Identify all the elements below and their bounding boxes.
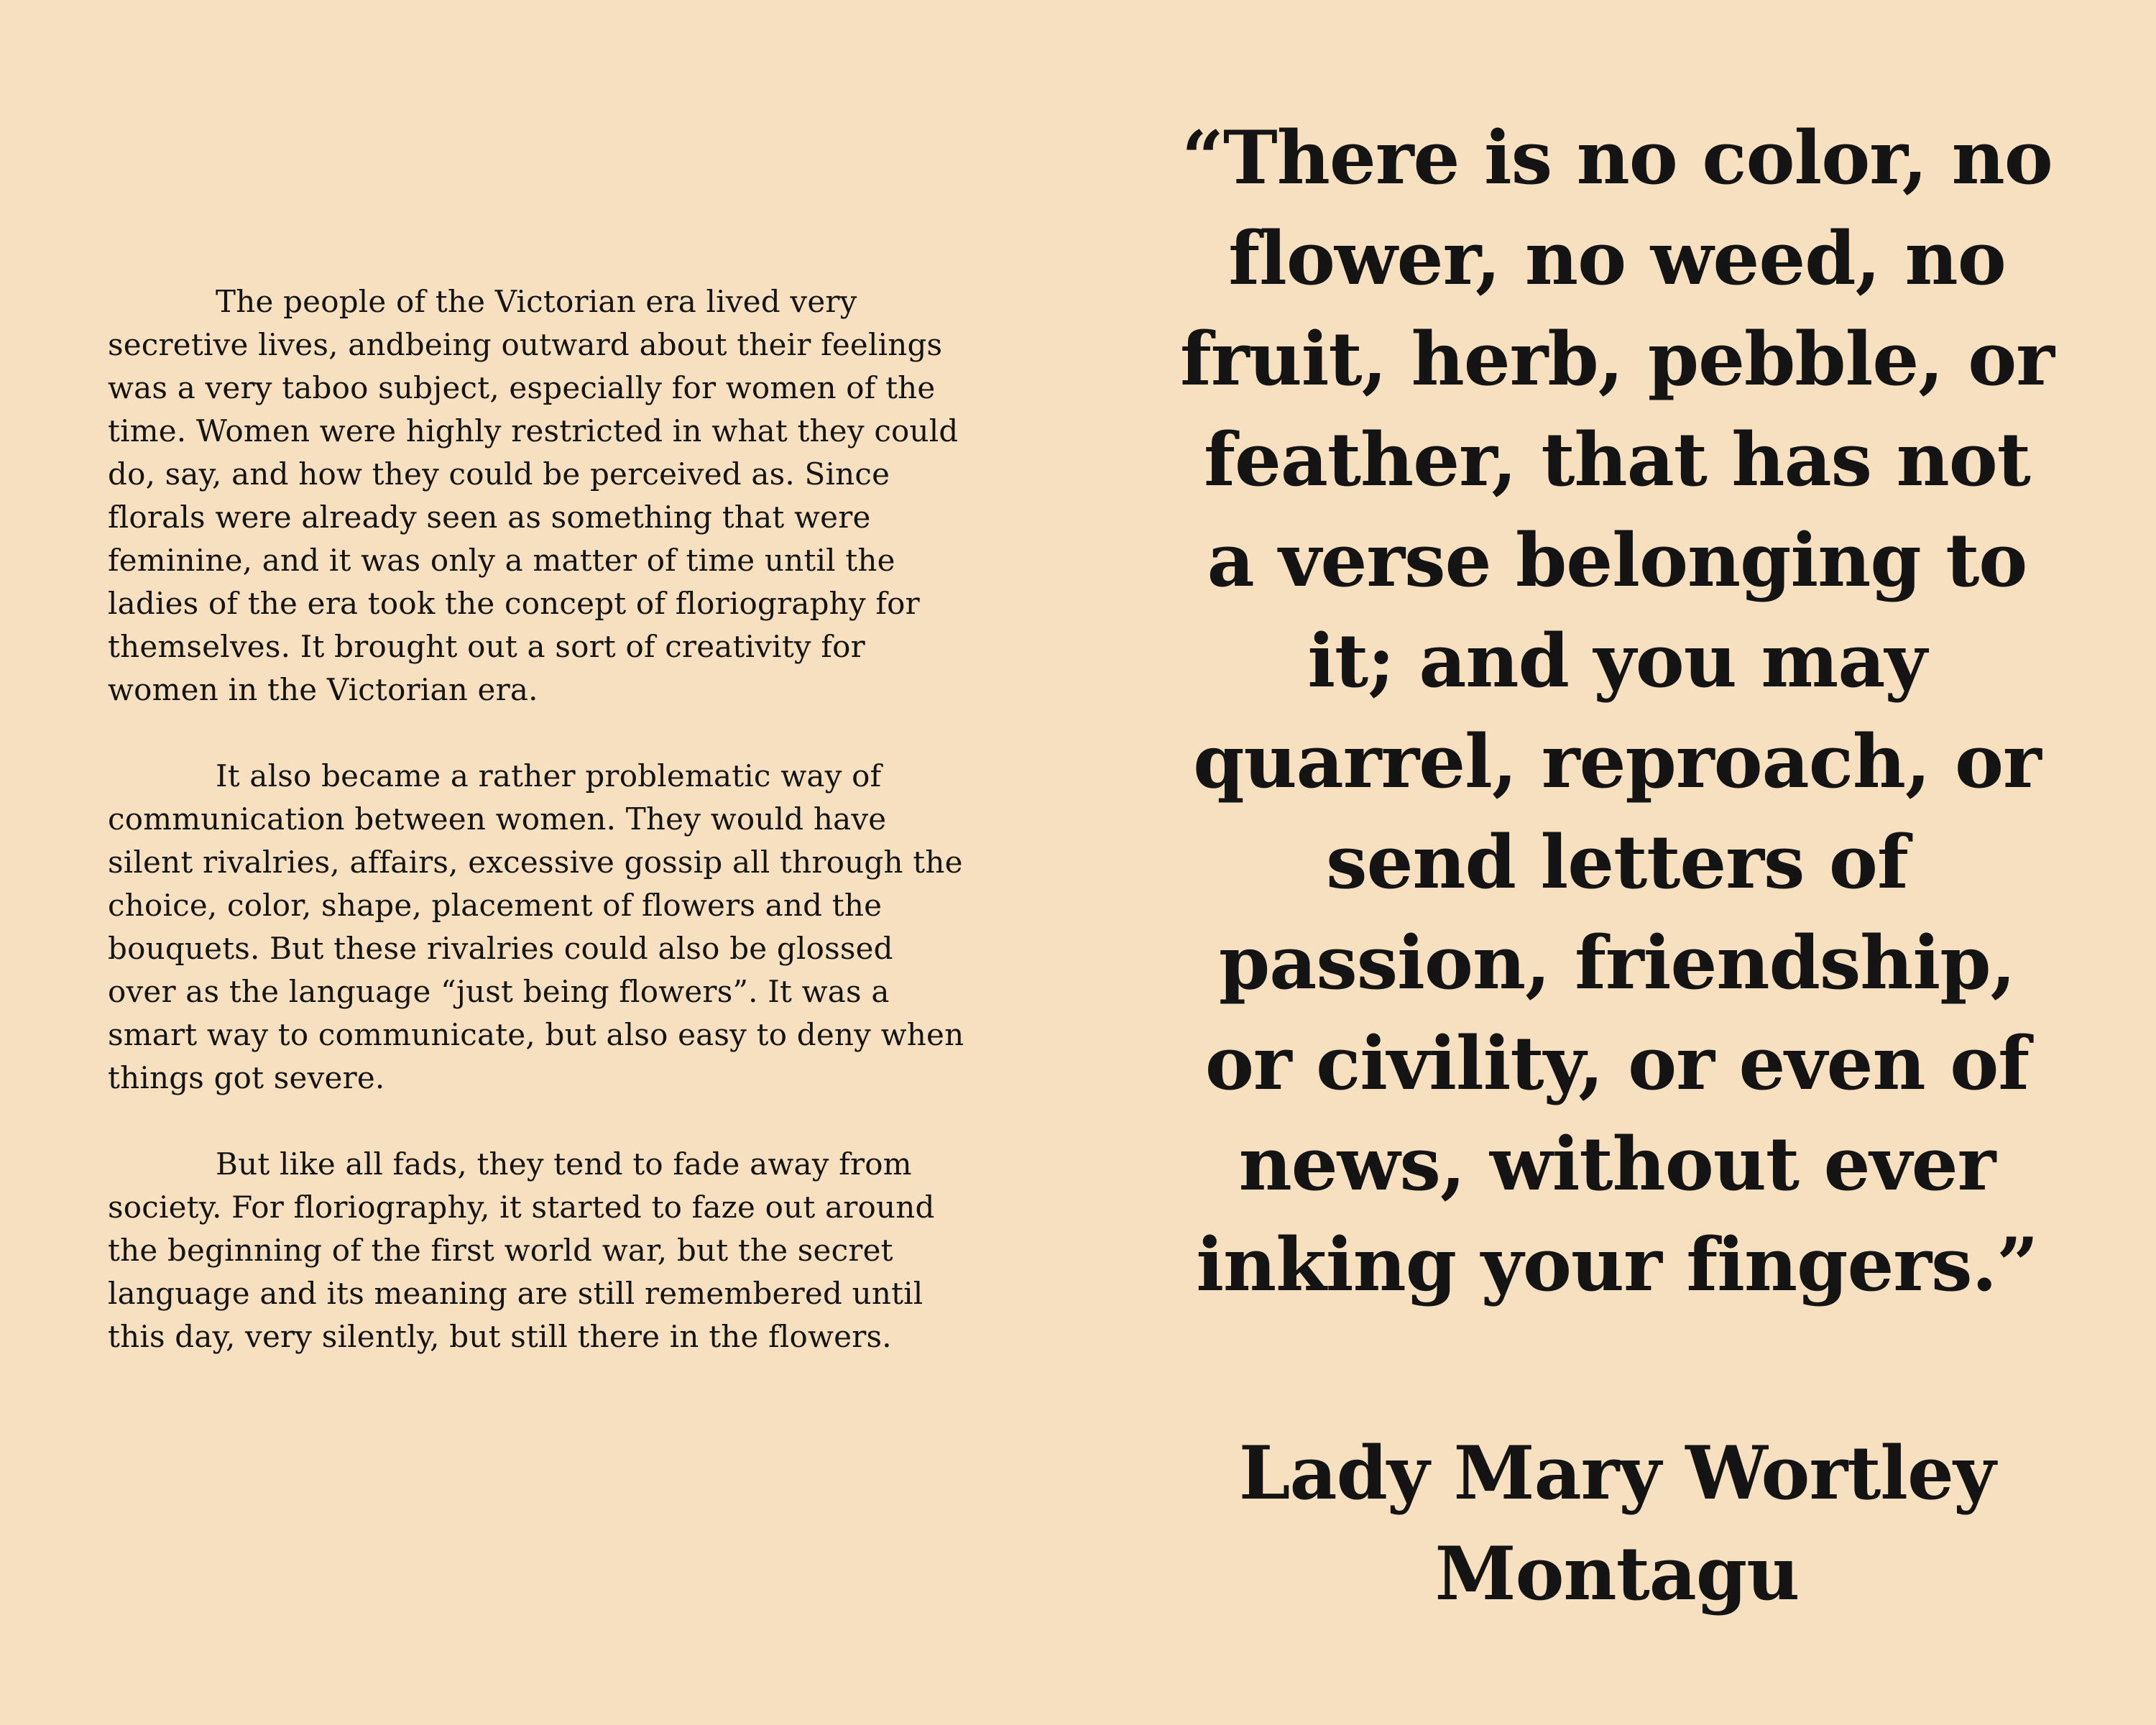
left-page [108, 280, 970, 1402]
pull-quote: “There is no color, no flower, no weed, no fruit, herb, pebble, or feather, that has not a verse belonging to it; and you may quarrel, reproach, or send letters of passion, friendship, or civility, or even of news, without ever inking your fingers.” [1179, 115, 2055, 1308]
body-paragraph-2: It also became a rather problematic way of communication between women. They would have silent rivalries, affairs, excessive gossip all through the choice, color, shape, placement of flowers and the bouquets. But these rivalries could also be glossed over as the language “just being flowers”. It was a smart way to communicate, but also easy to deny when things got severe. [108, 758, 964, 1095]
right-page [1179, 108, 2055, 1624]
quote-attribution: Lady Mary Wortley Montagu [1238, 1430, 1996, 1617]
body-paragraph-1: The people of the Victorian era lived very secretive lives, andbeing outward about their feelings was a very taboo subject, especially for women of the time. Women were highly restricted in what they could do, say, and how they could be perceived as. Since florals were already seen as something that were feminine, and it was only a matter of time until the ladies of the era took the concept of floriography for themselves. It brought out a sort of creativity for women in the Victorian era. [108, 284, 959, 707]
body-paragraph-3: But like all fads, they tend to fade away from society. For floriography, it started to faze out around the beginning of the first world war, but the secret language and its meaning are still remembered until this day, very silently, but still there in the flowers. [108, 1146, 935, 1354]
